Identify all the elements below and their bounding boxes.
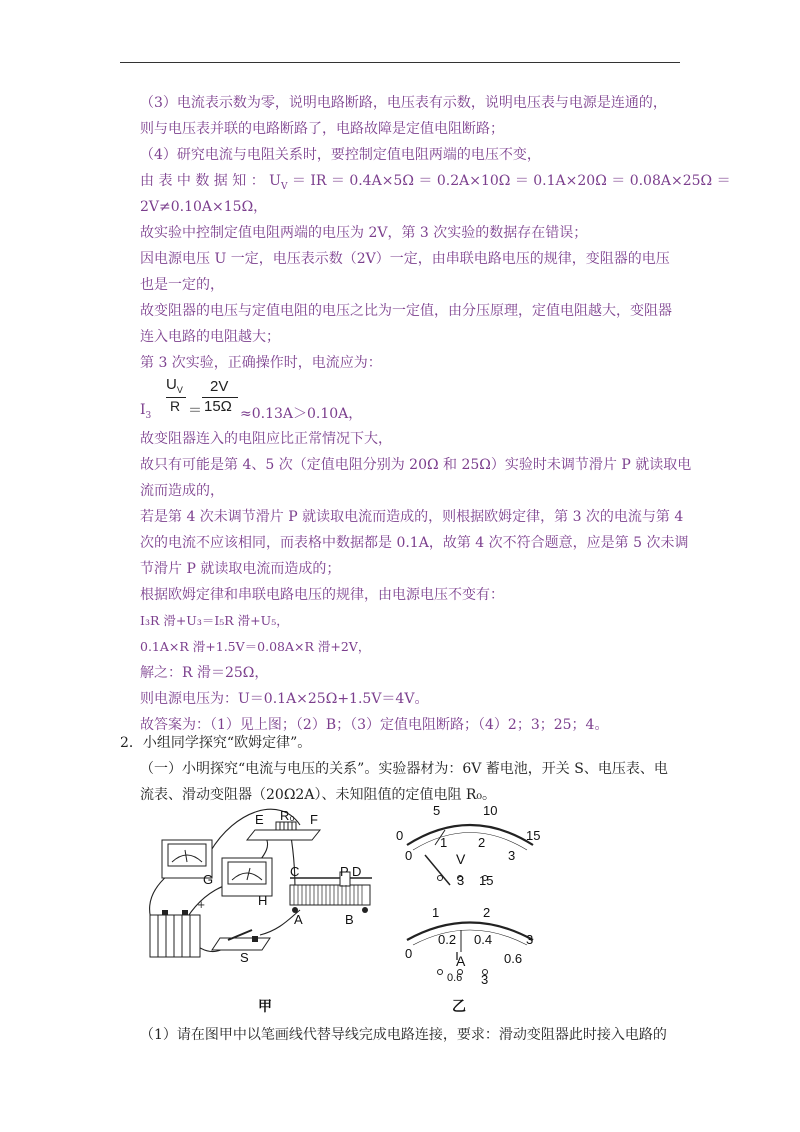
equation-line: 解之：R 滑＝25Ω，	[140, 665, 269, 681]
volt-outer-5: 5	[433, 803, 441, 818]
solution-line: （4）研究电流与电阻关系时，要控制定值电阻两端的电压不变，	[140, 147, 541, 163]
amp-inner-0: 0	[405, 946, 413, 961]
formula	[140, 376, 685, 426]
formula-i-sub: 3	[145, 410, 152, 421]
solution-line: 则与电压表并联的电路断路了，电路故障是定值电阻断路；	[140, 121, 504, 137]
amp-terminal-3: 3	[481, 972, 489, 987]
question-line: （一）小明探究“电流与电压的关系”。实验器材为：6V 蓄电池，开关 S、电压表、电	[140, 761, 668, 777]
equation-line: 则电源电压为：U＝0.1A×25Ω+1.5V＝4V。	[140, 691, 429, 707]
voltmeter-device	[222, 858, 272, 896]
equation-line: 0.1A×R 滑+1.5V＝0.08A×R 滑+2V，	[140, 639, 371, 654]
question-line: 流表、滑动变阻器（20Ω2A）、未知阻值的定值电阻 R₀。	[140, 787, 497, 803]
question-block	[120, 730, 690, 808]
solution-line: 故只有可能是第 4、5 次（定值电阻分别为 20Ω 和 25Ω）实验时未调节滑片 P 就读取电	[140, 457, 692, 473]
formula-lhs	[140, 402, 151, 421]
volt-inner-2: 2	[478, 835, 486, 850]
label-p: P	[340, 864, 349, 879]
solution-line: 连入电路的电阻越大；	[140, 329, 280, 345]
amp-symbol: A	[456, 953, 466, 969]
label-a: A	[294, 912, 303, 927]
solution-line: 2V≠0.10A×15Ω，	[140, 199, 268, 215]
label-g: G	[203, 872, 214, 887]
solution-line: 第 3 次实验，正确操作时，电流应为：	[140, 355, 382, 371]
solution-line: 也是一定的，	[140, 277, 224, 293]
volt-inner-1: 1	[440, 835, 448, 850]
label-b: B	[345, 912, 354, 927]
meter-figure	[395, 800, 545, 990]
amp-outer-2: 2	[483, 905, 491, 920]
equation-line: I₃R 滑+U₃＝I₅R 滑+U₅，	[140, 613, 289, 628]
solution-line: 根据欧姆定律和串联电路电压的规律，由电源电压不变有：	[140, 587, 504, 603]
formula-r: R	[170, 398, 181, 414]
solution-line-part: 由 表 中 数 据 知 ： U	[140, 173, 281, 189]
task-block	[120, 1022, 690, 1048]
label-f: F	[310, 812, 318, 827]
solution-line: 次的电流不应该相同，而表格中数据都是 0.1A，故第 4 次不符合题意，应是第 5 次未调	[140, 535, 689, 551]
volt-symbol: V	[456, 851, 466, 867]
formula-u: U	[166, 376, 177, 393]
formula-numerator-right: 2V	[210, 378, 229, 395]
answer-line: 故答案为：（1）见上图；（2）B；（3）定值电阻断路；（4）2；3；25；4。	[140, 717, 609, 733]
solution-line: （3）电流表示数为零，说明电路断路，电压表有示数，说明电压表与电源是连通的，	[140, 95, 667, 111]
label-h: H	[258, 893, 268, 908]
solution-line: 故变阻器连入的电阻应比正常情况下大，	[140, 431, 392, 447]
battery	[150, 910, 200, 957]
label-e: E	[255, 812, 264, 827]
solution-line: 若是第 4 次未调节滑片 P 就读取电流而造成的，则根据欧姆定律，第 3 次的电流与第 4	[140, 509, 684, 525]
label-r0: R₀	[280, 808, 295, 823]
volt-terminal-15: 15	[479, 873, 494, 888]
formula-u-sub: V	[176, 385, 183, 395]
volt-outer-15: 15	[526, 828, 541, 843]
volt-terminal-3: 3	[457, 873, 465, 888]
svg-text:+: +	[197, 900, 206, 911]
solution-line: 故变阻器的电压与定值电阻的电压之比为一定值，由分压原理，定值电阻越大，变阻器	[140, 303, 672, 319]
formula-result: ≈0.13A＞0.10A，	[240, 406, 363, 422]
switch	[212, 930, 270, 950]
volt-inner-0: 0	[405, 848, 413, 863]
caption-yi: 乙	[452, 998, 466, 1014]
label-c: C	[290, 864, 300, 879]
solution-line-part: ＝ IR ＝ 0.4A×5Ω ＝ 0.2A×10Ω ＝ 0.1A×20Ω ＝ 0.08A×25Ω ＝	[287, 173, 731, 189]
solution-line: 故实验中控制定值电阻两端的电压为 2V，第 3 次实验的数据存在错误；	[140, 225, 588, 241]
ammeter-dial	[407, 923, 533, 975]
formula-i: I	[140, 402, 146, 418]
label-s: S	[240, 950, 249, 965]
label-d: D	[352, 864, 362, 879]
volt-outer-10: 10	[483, 803, 498, 818]
caption-jia: 甲	[258, 998, 272, 1014]
header-rule	[120, 62, 680, 63]
solution-line: 因电源电压 U 一定，电压表示数（2V）一定，由串联电路电压的规律，变阻器的电压	[140, 251, 670, 267]
formula-equals: ＝	[188, 403, 202, 419]
subscript: V	[280, 181, 288, 192]
amp-inner-04: 0.4	[474, 932, 493, 947]
volt-inner-3: 3	[508, 848, 516, 863]
amp-outer-3: 3	[526, 932, 534, 947]
formula-denominator: 15Ω	[204, 398, 232, 415]
solution-line: 流而造成的，	[140, 483, 224, 499]
volt-outer-0: 0	[396, 828, 404, 843]
task-line: （1）请在图甲中以笔画线代替导线完成电路连接，要求：滑动变阻器此时接入电路的	[140, 1027, 667, 1043]
amp-inner-06: 0.6	[504, 951, 523, 966]
solution-text	[140, 90, 731, 738]
amp-outer-1: 1	[432, 905, 440, 920]
question-title: 2．小组同学探究“欧姆定律”。	[120, 735, 312, 751]
amp-terminal-06: 0.6	[447, 972, 463, 984]
formula-numerator-left	[166, 376, 183, 395]
amp-inner-02: 0.2	[438, 932, 457, 947]
solution-line: 节滑片 P 就读取电流而造成的；	[140, 561, 341, 577]
solution-line	[140, 168, 731, 194]
